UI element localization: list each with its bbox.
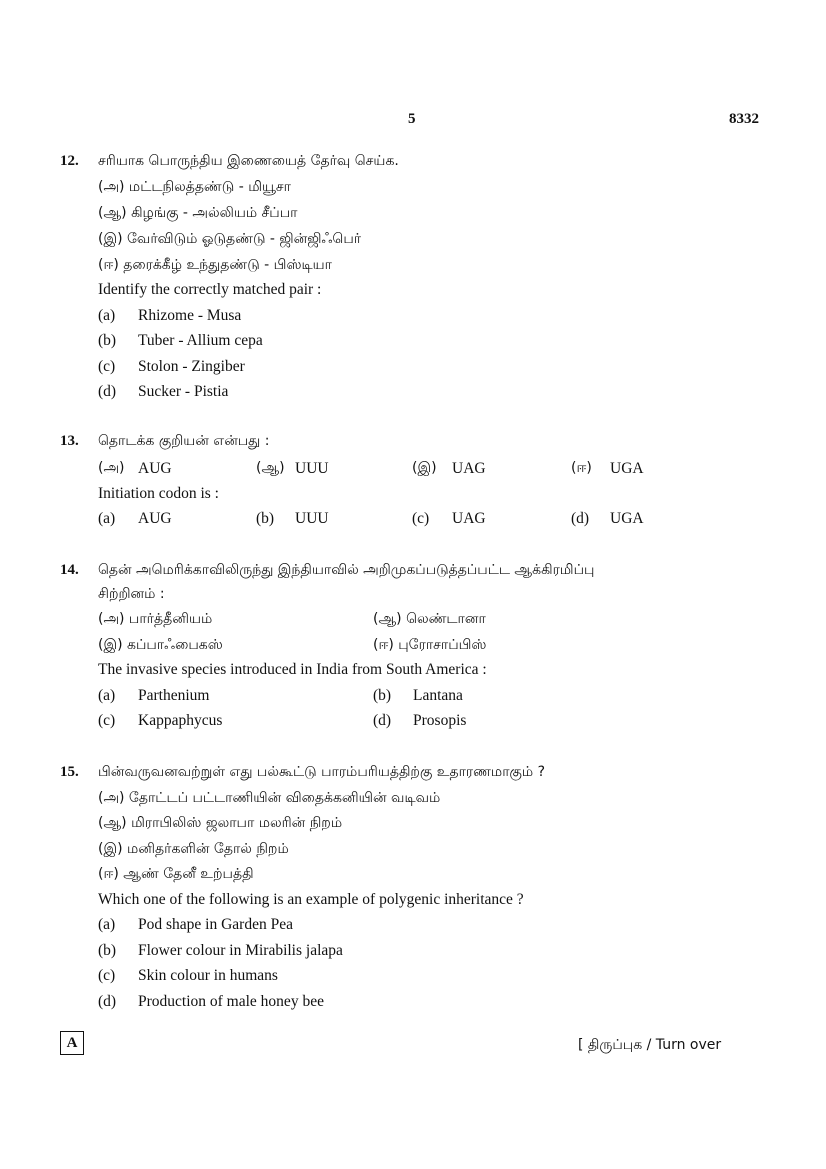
option-label: (இ) bbox=[412, 460, 437, 476]
option-tamil: (ஈ) தரைக்கீழ் உந்துதண்டு - பிஸ்டியா bbox=[98, 257, 332, 273]
option-text: Production of male honey bee bbox=[138, 993, 324, 1010]
option-label: (ஆ) bbox=[256, 460, 285, 476]
option-tamil: (ஈ) ஆண் தேனீ உற்பத்தி bbox=[98, 866, 254, 882]
option-label: (c) bbox=[98, 358, 116, 375]
option-text: Stolon - Zingiber bbox=[138, 358, 245, 375]
option-label: (a) bbox=[98, 307, 116, 324]
option-tamil: (ஈ) புரோசாப்பிஸ் bbox=[373, 637, 487, 653]
version-box: A bbox=[60, 1031, 84, 1055]
question-text-tamil: சரியாக பொருந்திய இணையைத் தேர்வு செய்க. bbox=[98, 153, 399, 169]
option-text: Lantana bbox=[413, 687, 463, 704]
question-text-english: Which one of the following is an example of polygenic inheritance ? bbox=[98, 891, 524, 908]
option-label: (d) bbox=[98, 383, 117, 400]
question-number: 14. bbox=[60, 562, 79, 578]
question-text-english: Identify the correctly matched pair : bbox=[98, 281, 322, 298]
question-text-tamil: பின்வருவனவற்றுள் எது பல்கூட்டு பாரம்பரியத்திற்கு உதாரணமாகும் ? bbox=[98, 764, 546, 780]
option-tamil: (அ) தோட்டப் பட்டாணியின் விதைக்கனியின் வடிவம் bbox=[98, 790, 441, 806]
question-text-english: Initiation codon is : bbox=[98, 485, 219, 502]
option-text: AUG bbox=[138, 460, 172, 477]
option-text: Tuber - Allium cepa bbox=[138, 332, 263, 349]
option-tamil: (இ) வேர்விடும் ஓடுதண்டு - ஜின்ஜிஃபெர் bbox=[98, 231, 362, 247]
option-text: UUU bbox=[295, 460, 329, 477]
option-text: Parthenium bbox=[138, 687, 210, 704]
option-label: (a) bbox=[98, 687, 116, 704]
option-text: UGA bbox=[610, 510, 644, 527]
question-text-tamil-continued: சிற்றினம் : bbox=[98, 586, 165, 602]
option-label: (a) bbox=[98, 916, 116, 933]
question-number: 12. bbox=[60, 153, 79, 169]
option-tamil: (அ) மட்டநிலத்தண்டு - மியூசா bbox=[98, 179, 291, 195]
option-tamil: (இ) மனிதர்களின் தோல் நிறம் bbox=[98, 841, 289, 857]
turn-over-text: [ திருப்புக / Turn over bbox=[578, 1037, 722, 1053]
option-label: (d) bbox=[98, 993, 117, 1010]
option-tamil: (அ) பார்த்தீனியம் bbox=[98, 611, 213, 627]
option-label: (d) bbox=[373, 712, 392, 729]
option-text: Skin colour in humans bbox=[138, 967, 278, 984]
question-text-english: The invasive species introduced in India from South America : bbox=[98, 661, 487, 678]
option-text: AUG bbox=[138, 510, 172, 527]
option-text: UAG bbox=[452, 510, 486, 527]
turn-over-note bbox=[578, 1036, 721, 1055]
page-number: 5 bbox=[408, 111, 416, 127]
option-label: (c) bbox=[98, 712, 116, 729]
option-tamil: (ஆ) கிழங்கு - அல்லியம் சீப்பா bbox=[98, 205, 298, 221]
question-paper-code: 8332 bbox=[729, 111, 759, 127]
option-tamil: (ஆ) மிராபிலிஸ் ஜலாபா மலரின் நிறம் bbox=[98, 815, 343, 831]
option-label: (a) bbox=[98, 510, 116, 527]
option-text: UGA bbox=[610, 460, 644, 477]
option-label: (b) bbox=[373, 687, 392, 704]
option-text: Kappaphycus bbox=[138, 712, 223, 729]
option-tamil: (ஆ) லெண்டானா bbox=[373, 611, 486, 627]
question-text-tamil: தொடக்க குறியன் என்பது : bbox=[98, 433, 270, 449]
option-label: (c) bbox=[412, 510, 430, 527]
option-text: Pod shape in Garden Pea bbox=[138, 916, 293, 933]
option-text: Rhizome - Musa bbox=[138, 307, 242, 324]
option-label: (b) bbox=[98, 332, 117, 349]
option-text: UAG bbox=[452, 460, 486, 477]
option-label: (d) bbox=[571, 510, 590, 527]
option-label: (அ) bbox=[98, 460, 125, 476]
option-label: (b) bbox=[98, 942, 117, 959]
question-number: 15. bbox=[60, 764, 79, 780]
option-label: (b) bbox=[256, 510, 275, 527]
question-text-tamil: தென் அமெரிக்காவிலிருந்து இந்தியாவில் அறிமுகப்படுத்தப்பட்ட ஆக்கிரமிப்பு bbox=[98, 562, 595, 578]
option-tamil: (இ) கப்பாஃபைகஸ் bbox=[98, 637, 223, 653]
option-text: Flower colour in Mirabilis jalapa bbox=[138, 942, 343, 959]
option-text: UUU bbox=[295, 510, 329, 527]
question-number: 13. bbox=[60, 433, 79, 449]
option-label: (c) bbox=[98, 967, 116, 984]
option-text: Prosopis bbox=[413, 712, 467, 729]
option-label: (ஈ) bbox=[571, 460, 592, 476]
option-text: Sucker - Pistia bbox=[138, 383, 229, 400]
